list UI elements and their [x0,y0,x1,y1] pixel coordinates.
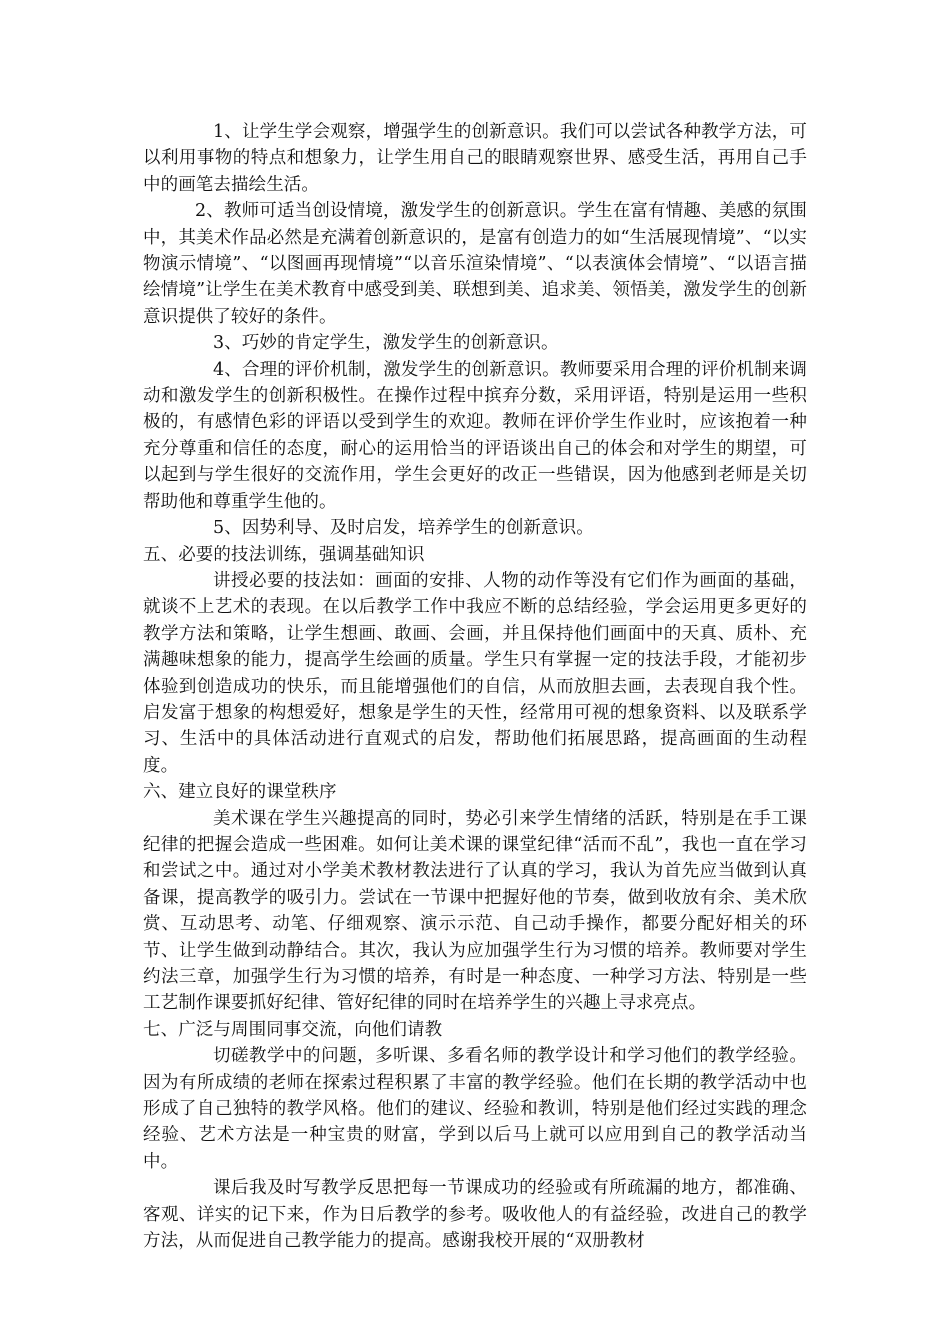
document-body [143,119,807,1254]
paragraph-evaluation: 4、合理的评价机制，激发学生的创新意识。教师要采用合理的评价机制来调动和激发学生的创新积极性。在操作过程中摈弃分数，采用评语，特别是运用一些积极的，有感情色彩的评语以受到学生的欢迎。教师在评价学生作业时，应该抱着一种充分尊重和信任的态度，耐心的运用恰当的评语谈出自己的体会和对学生的期望，可以起到与学生很好的交流作用，学生会更好的改正一些错误，因为他感到老师是关切帮助他和尊重学生他的。 [143,359,807,512]
paragraph-technique: 讲授必要的技法如：画面的安排、人物的动作等没有它们作为画面的基础，就谈不上艺术的表现。在以后教学工作中我应不断的总结经验，学会运用更多更好的教学方法和策略，让学生想画、敢画、会画，并且保持他们画面中的天真、质朴、充满趣味想象的能力，提高学生绘画的质量。学生只有掌握一定的技法手段，才能初步体验到创造成功的快乐，而且能增强他们的自信，从而放胆去画，去表现自我个性。启发富于想象的构想爱好，想象是学生的天性，经常用可视的想象资料、以及联系学习、生活中的具体活动进行直观式的启发，帮助他们拓展思路，提高画面的生动程度。 [143,570,807,776]
paragraph-praise: 3、巧妙的肯定学生，激发学生的创新意识。 [213,333,559,354]
section-heading-5: 五、必要的技法训练，强调基础知识 [143,544,425,565]
paragraph-reflection: 课后我及时写教学反思把每一节课成功的经验或有所疏漏的地方，都准确、客观、详实的记下来，作为日后教学的参考。吸收他人的有益经验，改进自己的教学方法，从而促进自己教学能力的提高。感谢我校开展的“双册教材 [143,1178,807,1252]
paragraph-situation: 2、教师可适当创设情境，激发学生的创新意识。学生在富有情趣、美感的氛围中，其美术作品必然是充满着创新意识的，是富有创造力的如“生活展现情境”、“以实物演示情境”、“以图画再现情境”“以音乐渲染情境”、“以表演体会情境”、“以语言描绘情境”让学生在美术教育中感受到美、联想到美、追求美、领悟美，激发学生的创新意识提供了较好的条件。 [143,201,807,327]
section-heading-6: 六、建立良好的课堂秩序 [143,782,337,803]
section-heading-7: 七、广泛与周围同事交流，向他们请教 [143,1019,443,1040]
paragraph-classroom-order: 美术课在学生兴趣提高的同时，势必引来学生情绪的活跃，特别是在手工课纪律的把握会造成一些困难。如何让美术课的课堂纪律“活而不乱”，我也一直在学习和尝试之中。通过对小学美术教材教法进行了认真的学习，我认为首先应当做到认真备课，提高教学的吸引力。尝试在一节课中把握好他的节奏，做到收放有余、美术欣赏、互动思考、动笔、仔细观察、演示示范、自己动手操作，都要分配好相关的环节、让学生做到动静结合。其次，我认为应加强学生行为习惯的培养。教师要对学生约法三章，加强学生行为习惯的培养，有时是一种态度、一种学习方法、特别是一些工艺制作课要抓好纪律、管好纪律的同时在培养学生的兴趣上寻求亮点。 [143,808,807,1014]
paragraph-guidance: 5、因势利导、及时启发，培养学生的创新意识。 [213,518,594,539]
paragraph-observation: 1、让学生学会观察，增强学生的创新意识。我们可以尝试各种教学方法，可以利用事物的特点和想象力，让学生用自己的眼睛观察世界、感受生活，再用自己手中的画笔去描绘生活。 [143,122,807,195]
paragraph-colleagues: 切磋教学中的问题，多听课、多看名师的教学设计和学习他们的教学经验。因为有所成绩的老师在探索过程积累了丰富的教学经验。他们在长期的教学活动中也形成了自己独特的教学风格。他们的建议、经验和教训，特别是他们经过实践的理念经验、艺术方法是一种宝贵的财富，学到以后马上就可以应用到自己的教学活动当中。 [143,1046,807,1172]
